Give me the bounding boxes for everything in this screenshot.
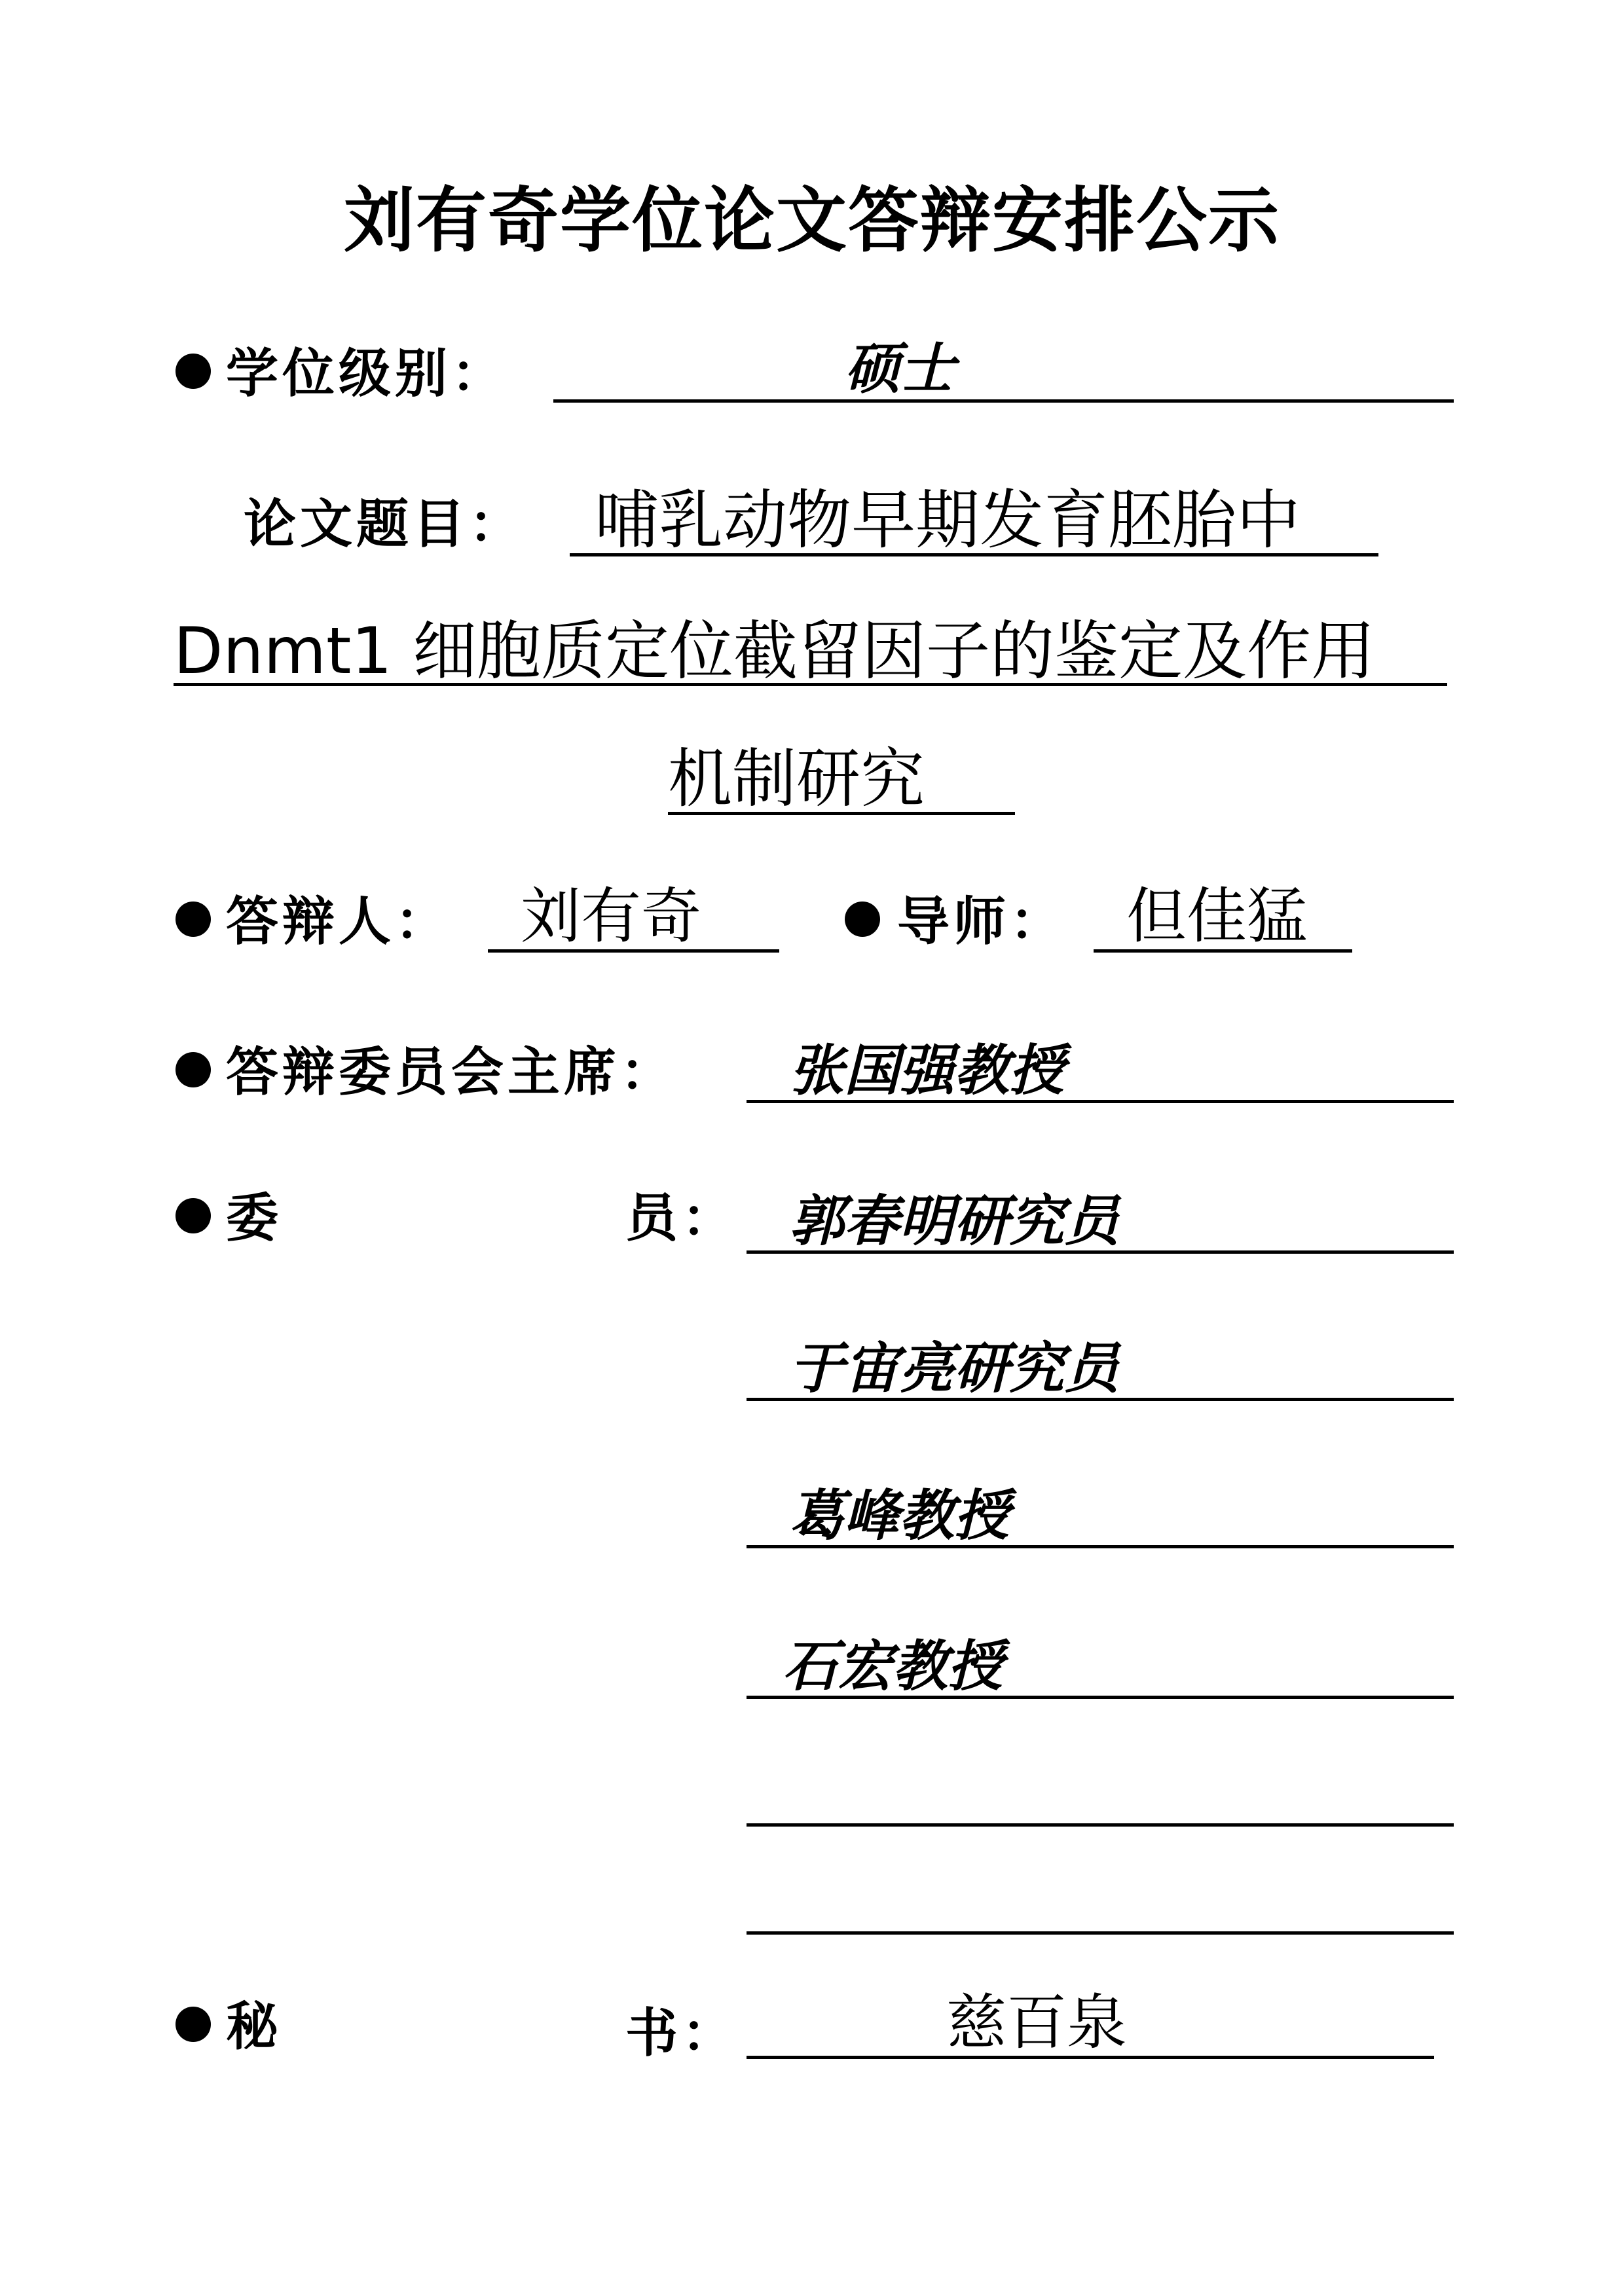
chair-value: 张国强教授 (789, 1038, 1065, 1102)
thesis-underline-2 (174, 683, 1447, 686)
thesis-underline-1 (570, 553, 1378, 556)
member-name: 于宙亮研究员 (789, 1336, 1120, 1400)
degree-value: 硕士 (845, 336, 955, 401)
member-underline (747, 1823, 1454, 1827)
bullet-icon (175, 1052, 211, 1087)
member-underline (747, 1696, 1454, 1699)
member-name: 石宏教授 (783, 1633, 1003, 1698)
advisor-value: 但佳猛 (1126, 881, 1308, 951)
member-underline (747, 1398, 1454, 1401)
member-name: 郭春明研究员 (789, 1188, 1120, 1253)
bullet-icon (845, 902, 880, 937)
thesis-title-line-3: 机制研究 (668, 742, 925, 816)
secretary-value: 慈百泉 (946, 1988, 1128, 2058)
bullet-icon (175, 2007, 211, 2042)
member-underline (747, 1250, 1454, 1254)
advisor-label: 导师： (897, 890, 1066, 952)
secretary-label-right: 书： (625, 2002, 738, 2064)
secretary-label-left: 秘 (226, 1995, 282, 2057)
chair-label: 答辩委员会主席： (226, 1041, 676, 1102)
member-underline (747, 1545, 1454, 1548)
defender-underline (488, 949, 779, 953)
bullet-icon (175, 1198, 211, 1233)
member-underline (747, 1931, 1454, 1935)
bullet-icon (175, 902, 211, 937)
members-label-left: 委 (226, 1187, 282, 1248)
degree-underline (553, 399, 1454, 403)
thesis-underline-3 (668, 812, 1015, 815)
advisor-underline (1094, 949, 1352, 953)
defender-value: 刘有奇 (521, 881, 702, 951)
thesis-label: 论文题目： (244, 493, 525, 555)
chair-underline (747, 1100, 1454, 1103)
thesis-title-line-1: 哺乳动物早期发育胚胎中 (595, 483, 1301, 558)
degree-label: 学位级别： (226, 342, 507, 404)
member-name: 葛峰教授 (789, 1483, 1010, 1548)
members-label-right: 员： (625, 1187, 738, 1248)
defender-label: 答辩人： (226, 890, 451, 952)
bullet-icon (175, 354, 211, 389)
page-title: 刘有奇学位论文答辩安排公示 (343, 180, 1280, 262)
thesis-title-line-2: Dnmt1 细胞质定位截留因子的鉴定及作用 (174, 614, 1375, 689)
secretary-underline (747, 2056, 1434, 2059)
